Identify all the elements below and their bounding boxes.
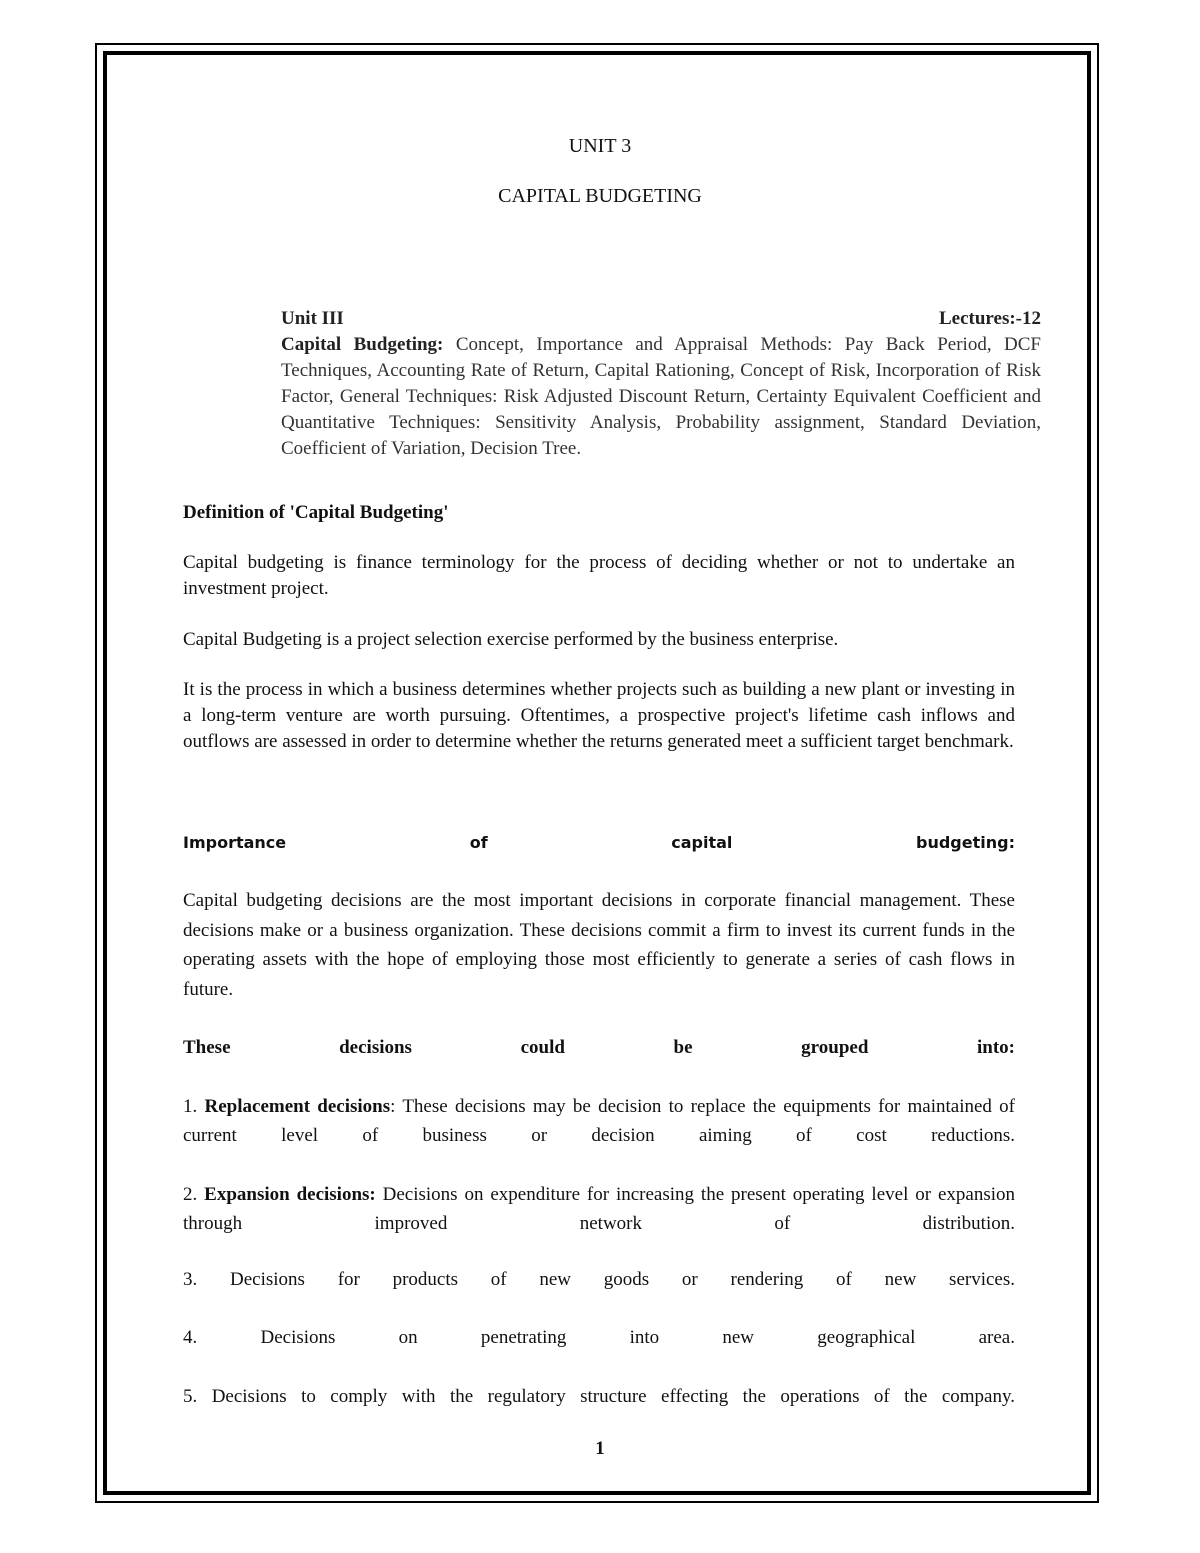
decision-item-5: 5. Decisions to comply with the regulatory structure effecting the operations of the company. (183, 1386, 1015, 1407)
decision-item-2 (183, 1180, 1015, 1238)
grouped-heading-word: grouped (801, 1037, 869, 1058)
decision-number: 2. (183, 1184, 205, 1205)
grouped-heading-word: decisions (339, 1037, 412, 1058)
decision-number: 1. (183, 1096, 205, 1117)
syllabus-topic-label: Capital Budgeting: (281, 334, 444, 355)
decision-label: Replacement decisions (204, 1096, 391, 1117)
grouped-heading-word: into: (977, 1037, 1015, 1058)
definition-paragraph-2: Capital Budgeting is a project selection exercise performed by the business enterprise. (183, 629, 839, 650)
decision-text: : These decisions may be decision to replace the equipments for maintained of current level of business or decision aiming of cost reductions. (183, 1096, 1015, 1146)
syllabus-header (281, 306, 1041, 332)
grouped-heading-word: could (520, 1037, 565, 1058)
syllabus-lectures: Lectures:-12 (938, 308, 1041, 329)
importance-heading-word: of (469, 833, 488, 852)
decision-text: Decisions on expenditure for increasing the present operating level or expansion through improved network of distribution. (183, 1184, 1015, 1234)
syllabus-topic-text: Concept, Importance and Appraisal Methods: Pay Back Period, DCF Techniques, Accounting Rate of Return, Capital Rationing, Concept of Risk, Incorporation of Risk Factor, General Techniques: Risk Adjusted Discount Return, Certainty Equivalent Coefficient and Quantitative Techniques: Sensitivity Analysis, Probability assignment, Standard Deviation, Coefficient of Variation, Decision Tree. (281, 334, 1041, 459)
decision-item-4: 4. Decisions on penetrating into new geographical area. (183, 1327, 1015, 1348)
grouped-heading-word: be (673, 1037, 693, 1058)
importance-heading (183, 830, 1015, 856)
document-title: CAPITAL BUDGETING (498, 185, 702, 207)
syllabus-body (281, 332, 1041, 462)
syllabus-box (281, 306, 1041, 462)
importance-heading-word: capital (671, 833, 733, 852)
grouped-heading-word: These (183, 1037, 231, 1058)
unit-title: UNIT 3 (568, 135, 632, 157)
definition-heading: Definition of 'Capital Budgeting' (183, 502, 449, 523)
importance-heading-word: Importance (183, 833, 287, 852)
page-number: 1 (595, 1438, 605, 1459)
importance-heading-word: budgeting: (915, 833, 1015, 852)
definition-paragraph-3: It is the process in which a business determines whether projects such as building a new plant or investing in a long-term venture are worth pursuing. Oftentimes, a prospective project's lifetime cash inflows and outflows are assessed in order to determine whether the returns generated meet a sufficient target benchmark. (183, 679, 1015, 752)
importance-paragraph: Capital budgeting decisions are the most important decisions in corporate financial management. These decisions make or a business organization. These decisions commit a firm to invest its current funds in the operating assets with the hope of employing those most efficiently to generate a series of cash flows in future. (183, 890, 1015, 1000)
definition-paragraph-1: Capital budgeting is finance terminology for the process of deciding whether or not to undertake an investment project. (183, 552, 1015, 599)
grouped-heading (183, 1035, 1015, 1061)
syllabus-unit-label: Unit III (281, 308, 344, 329)
decision-item-1 (183, 1093, 1015, 1150)
decision-label: Expansion decisions: (204, 1184, 376, 1205)
decision-item-3: 3. Decisions for products of new goods or rendering of new services. (183, 1269, 1015, 1290)
